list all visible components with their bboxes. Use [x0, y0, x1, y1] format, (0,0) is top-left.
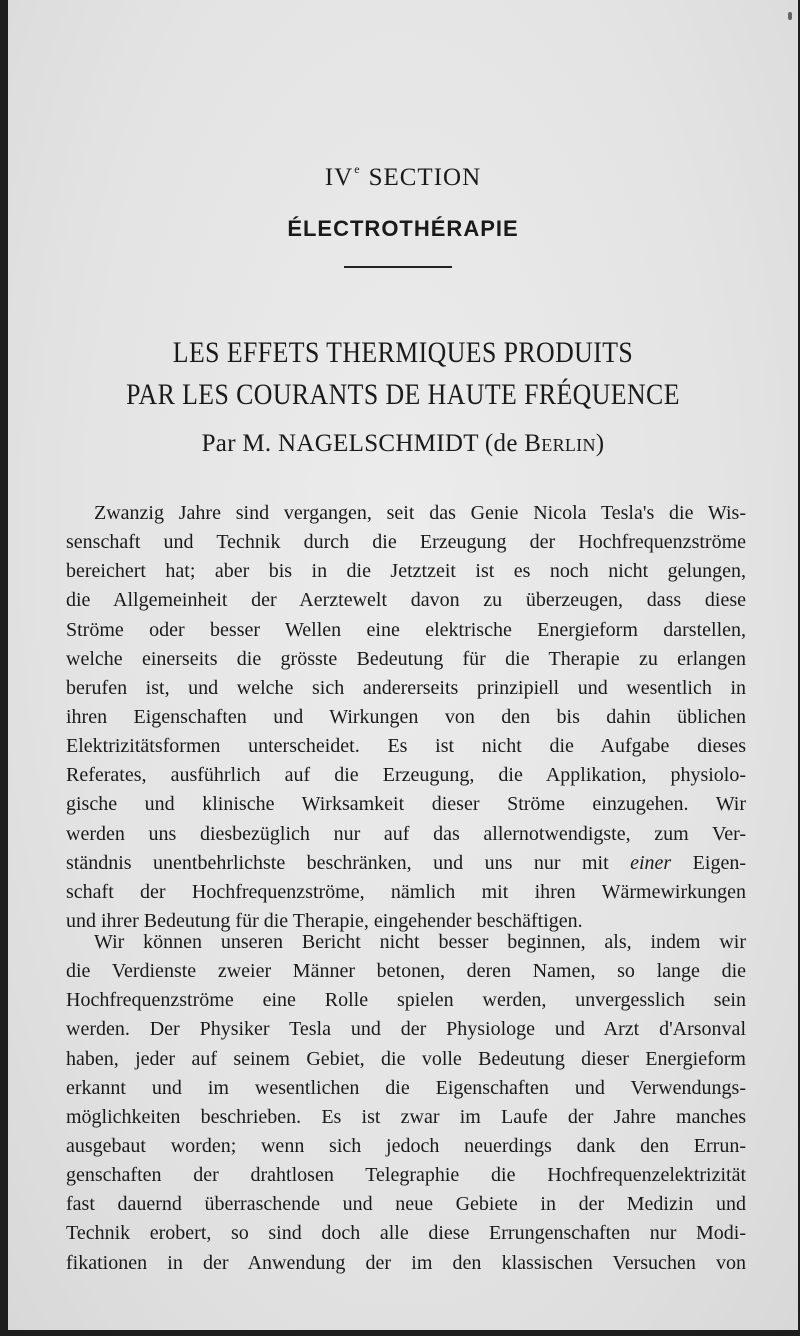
author-city: Berlin	[524, 430, 596, 457]
text-line: und ihrer Bedeutung für die Therapie, eingehender beschäftigen.	[66, 909, 583, 932]
text-line: ausgebaut worden; wenn sich jedoch neuerdings dank den Errun-	[66, 1134, 746, 1157]
text-line: Ströme oder besser Wellen eine elektrische Energieform darstellen,	[66, 618, 746, 641]
text-line: genschaften der drahtlosen Telegraphie die Hochfrequenzelektrizität	[66, 1164, 746, 1187]
page-mark	[788, 12, 792, 20]
text-line: schaft der Hochfrequenzströme, nämlich mit ihren Wärmewirkungen	[66, 880, 746, 903]
paragraph-2	[66, 928, 746, 1278]
text-line: fast dauernd überraschende und neue Gebiete in der Medizin und	[66, 1193, 746, 1216]
section-heading	[8, 162, 798, 192]
section-superscript: e	[354, 162, 361, 176]
article-title-line-1: LES EFFETS THERMIQUES PRODUITS	[172, 336, 634, 369]
text-line: gische und klinische Wirksamkeit dieser Ströme einzugehen. Wir	[66, 793, 746, 816]
paragraph-1	[66, 499, 746, 936]
text-line: fikationen in der Anwendung der im den klassischen Versuchen von	[66, 1251, 746, 1274]
text-line: bereichert hat; aber bis in die Jetztzeit ist es noch nicht gelungen,	[66, 560, 746, 583]
text-line: haben, jeder auf seinem Gebiet, die volle Bedeutung dieser Energieform	[66, 1047, 746, 1070]
subject-heading: ÉLECTROTHÉRAPIE	[287, 216, 519, 241]
text-line: Elektrizitätsformen unterscheidet. Es ist nicht die Aufgabe dieses	[66, 735, 746, 758]
text-segment: Eigen-	[671, 851, 746, 874]
text-line: Technik erobert, so sind doch alle diese Errungenschaften nur Modi-	[66, 1222, 746, 1245]
text-line: möglichkeiten beschrieben. Es ist zwar im Laufe der Jahre manches	[66, 1105, 746, 1128]
text-line: Hochfrequenzströme eine Rolle spielen werden, unvergesslich sein	[66, 989, 746, 1012]
section-numeral: IV	[324, 164, 354, 191]
emphasis-word: einer	[630, 851, 672, 874]
text-line: Wir können unseren Bericht nicht besser beginnen, als, indem wir	[94, 931, 746, 953]
text-line: erkannt und im wesentlichen die Eigenschaften und Verwendungs-	[66, 1076, 746, 1099]
text-segment: ständnis unentbehrlichste beschränken, und uns nur mit	[66, 851, 631, 874]
title-divider	[344, 266, 452, 268]
author-prefix: Par M. NAGELSCHMIDT (de	[201, 430, 525, 457]
text-line: ihren Eigenschaften und Wirkungen von den bis dahin üblichen	[66, 705, 746, 728]
text-line: Zwanzig Jahre sind vergangen, seit das Genie Nicola Tesla's die Wis-	[94, 502, 746, 524]
text-line: werden. Der Physiker Tesla und der Physiologe und Arzt d'Arsonval	[66, 1018, 746, 1041]
text-line: welche einerseits die grösste Bedeutung für die Therapie zu erlangen	[66, 647, 746, 670]
article-title-line-2: PAR LES COURANTS DE HAUTE FRÉQUENCE	[126, 378, 680, 411]
text-line: berufen ist, und welche sich andererseits prinzipiell und wesentlich in	[66, 676, 746, 699]
text-line: die Verdienste zweier Männer betonen, deren Namen, so lange die	[66, 960, 746, 983]
book-page	[8, 0, 798, 1330]
text-line: die Allgemeinheit der Aerztewelt davon zu überzeugen, dass diese	[66, 589, 746, 612]
section-word: SECTION	[368, 164, 482, 191]
author-suffix: )	[595, 430, 605, 457]
text-line: werden uns diesbezüglich nur auf das allernotwendigste, zum Ver-	[66, 822, 746, 845]
text-line	[66, 849, 746, 878]
text-line: Referates, ausführlich auf die Erzeugung, die Applikation, physiolo-	[66, 764, 746, 787]
author-line	[8, 430, 798, 458]
text-line: senschaft und Technik durch die Erzeugung der Hochfrequenzströme	[66, 531, 746, 554]
